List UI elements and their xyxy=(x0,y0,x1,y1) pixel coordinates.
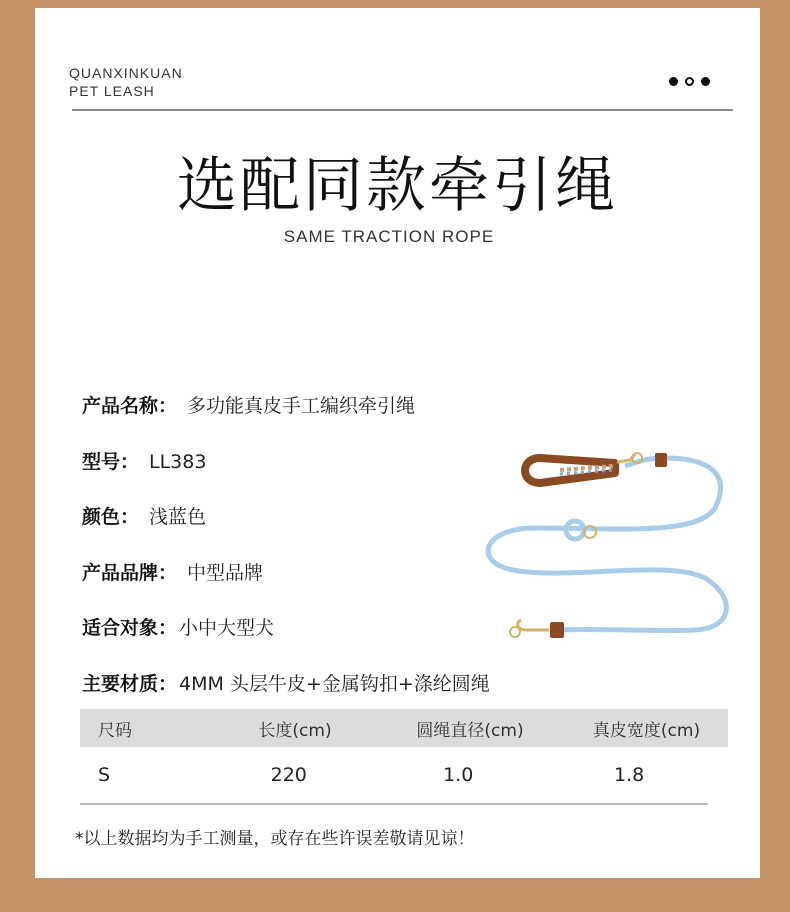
spec-label: 型号： xyxy=(82,451,140,473)
spec-color xyxy=(82,502,206,529)
size-table xyxy=(80,709,728,805)
table-header-row xyxy=(80,709,728,747)
dot-filled-icon xyxy=(669,77,678,86)
product-card xyxy=(35,8,760,878)
spec-value: 多功能真皮手工编织牵引绳 xyxy=(187,395,416,417)
cell-diameter: 1.0 xyxy=(443,764,474,786)
col-size-header: 尺码 xyxy=(98,720,132,741)
page-subtitle: SAME TRACTION ROPE xyxy=(283,227,495,246)
spec-value: 中型品牌 xyxy=(187,562,264,584)
brand-name: QUANXINKUAN xyxy=(69,65,183,81)
spec-label: 适合对象： xyxy=(82,617,178,639)
cell-length: 220 xyxy=(270,764,307,786)
spec-target xyxy=(82,613,274,640)
measurement-note: *以上数据均为手工测量，或存在些许误差敬请见谅！ xyxy=(75,829,475,849)
spec-label: 颜色： xyxy=(82,506,140,528)
col-width-header: 真皮宽度(cm) xyxy=(592,720,701,741)
spec-value: 小中大型犬 xyxy=(179,617,275,639)
header-divider xyxy=(72,109,733,111)
leash-product-image xyxy=(465,418,740,648)
cell-width: 1.8 xyxy=(613,764,645,786)
col-diameter-header: 圆绳直径(cm) xyxy=(416,720,524,741)
brand-block xyxy=(69,64,183,100)
brand-category: PET LEASH xyxy=(69,83,155,99)
dot-hollow-icon xyxy=(685,77,694,86)
table-row xyxy=(80,747,708,805)
spec-value: LL383 xyxy=(149,451,207,473)
pagination-dots xyxy=(669,77,710,86)
dot-filled-icon xyxy=(701,77,710,86)
col-length-header: 长度(cm) xyxy=(258,720,332,741)
spec-value: 4MM 头层牛皮+金属钩扣+涤纶圆绳 xyxy=(179,673,490,695)
spec-label: 主要材质： xyxy=(82,673,178,695)
spec-brand xyxy=(82,558,263,585)
spec-label: 产品名称： xyxy=(82,395,178,417)
page-title: 选配同款牵引绳 xyxy=(177,151,618,221)
spec-product-name xyxy=(82,391,415,418)
spec-label: 产品品牌： xyxy=(82,562,178,584)
cell-size: S xyxy=(98,764,111,786)
spec-value: 浅蓝色 xyxy=(149,506,207,528)
spec-model xyxy=(82,447,206,474)
spec-material xyxy=(82,669,490,696)
